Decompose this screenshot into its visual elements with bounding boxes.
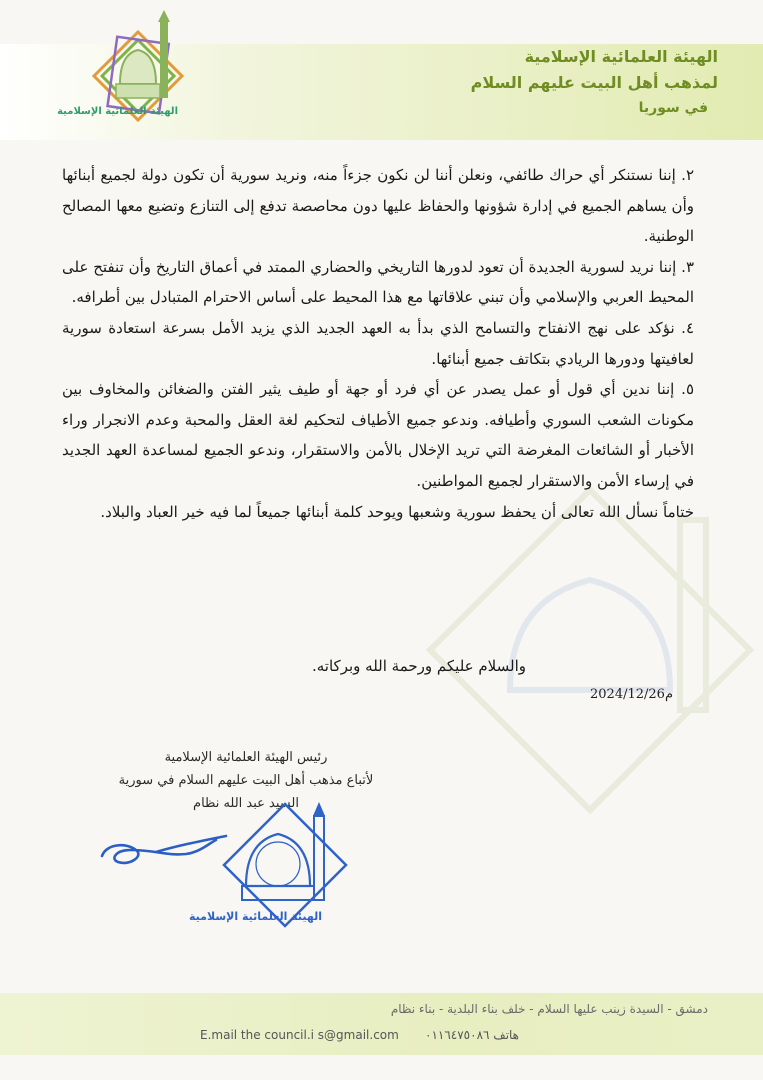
paragraph-5: ٥. إننا ندين أي قول أو عمل يصدر عن أي فرد أو جهة أو طيف يثير الفتن والضغائن والمخاوف بين مكونات الشعب السوري وأطيافه. وندعو جميع الأطياف لتحكيم لغة العقل والمحبة وعدم الانجرار وراء الأخبار أو الشائعات المغرضة التي تريد الإخلال بالأمن والاستقرار، وندعو الجميع لمساعدة العهد الجديد في إرساء الأمن والاستقرار لجميع المواطنين.: [62, 380, 694, 490]
logo-text: الهيئة العلمائية الإسلامية: [57, 106, 178, 117]
paragraph-3: ٣. إننا نريد لسورية الجديدة أن تعود لدورها التاريخي والحضاري الممتد في أعماق التاريخ وأن تنفتح على المحيط العربي والإسلامي وأن تبني علاقاتها مع هذا المحيط على أساس الاحترام المتبادل بين أطرافه.: [62, 257, 694, 307]
official-stamp: [189, 798, 352, 938]
org-name: [418, 44, 718, 120]
closing-prayer: ختاماً نسأل الله تعالى أن يحفظ سورية وشعبها ويوحد كلمة أبنائها جميعاً لما فيه خير العباد والبلاد.: [100, 502, 694, 521]
stamp-text: الهيئة العلمائية الإسلامية: [189, 910, 322, 923]
footer-address: دمشق - السيدة زينب عليها السلام - خلف بناء البلدية - بناء نظام: [390, 1002, 708, 1016]
letter-date: 2024/12/26م: [590, 687, 673, 702]
watermark-logo: [420, 480, 763, 810]
org-name-line1: الهيئة العلمائية الإسلامية: [524, 47, 718, 66]
footer-phone: هاتف ٠١١٦٤٧٥٠٨٦: [425, 1028, 520, 1042]
paragraph-2: ٢. إننا نستنكر أي حراك طائفي، ونعلن أننا لن نكون جزءاً منه، ونريد سورية أن تكون دولة لجميع أبنائها وأن يساهم الجميع في إدارة شؤونها والحفاظ عليها دون محاصصة تدفع إلى التنازع وتضيع معها المصالح الوطنية.: [62, 166, 694, 246]
handwritten-signature: [96, 826, 232, 874]
org-name-line2: لمذهب أهل البيت عليهم السلام: [470, 73, 718, 92]
footer-email[interactable]: E.mail the council.i s@gmail.com: [200, 1028, 399, 1042]
paragraph-4: ٤. نؤكد على نهج الانفتاح والتسامح الذي بدأ به العهد الجديد الذي يزيد الأمل بسرعة استعادة سورية لعافيتها ودورها الريادي بتكاتف جميع أبنائها.: [62, 318, 694, 368]
signer-name: السيد عبد الله نظام: [193, 796, 299, 811]
letter-body: [62, 160, 694, 527]
org-name-line3: في سوريا: [638, 100, 708, 116]
closing-greeting: والسلام عليكم ورحمة الله وبركاته.: [312, 657, 526, 675]
signer-title-line2: لأتباع مذهب أهل البيت عليهم السلام في سورية: [118, 773, 374, 788]
signer-title-line1: رئيس الهيئة العلمائية الإسلامية: [164, 750, 328, 765]
org-logo: [57, 10, 194, 138]
